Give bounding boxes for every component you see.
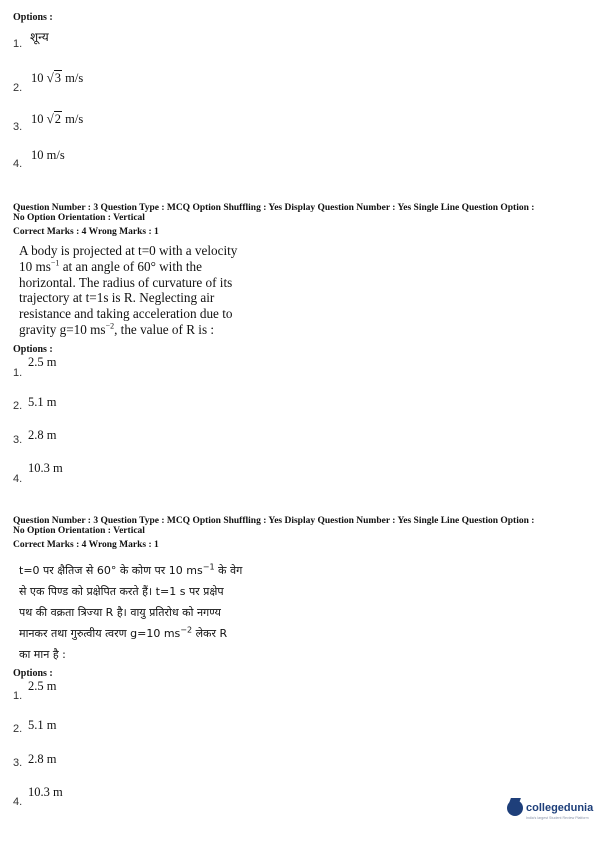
options-label: Options : [13,12,53,23]
question-line: t=0 पर क्षैतिज से 60° के कोण पर 10 $ms^{-1}$ के वेग [19,562,243,577]
option-text: 2.5 m [28,679,57,693]
option-number: 2. [13,82,23,94]
question-orientation: No Option Orientation : Vertical [13,526,145,536]
options-label: Options : [13,668,53,679]
question-line: से एक पिण्ड को प्रक्षेपित करते हैं। t=1 s पर प्रक्षेप [19,585,224,598]
option-text: शून्य [30,30,49,44]
option-number: 4. [13,796,23,808]
logo-text: collegedunia [526,802,594,814]
logo-tagline: India's largest Student Review Platform [526,816,589,820]
option-text: 5.1 m [28,395,57,409]
option-number: 3. [13,757,23,769]
question-meta: Question Number : 3 Question Type : MCQ Option Shuffling : Yes Display Question Number : Yes Single Line Question Option : [13,203,535,213]
unit: m/s [65,112,84,126]
radicand: 3 [54,71,62,85]
unit: m/s [65,71,84,85]
question-line: पथ की वक्रता त्रिज्या R है। वायु प्रतिरोध को नगण्य [19,606,221,619]
question-meta: Question Number : 3 Question Type : MCQ Option Shuffling : Yes Display Question Number : Yes Single Line Question Option : [13,516,535,526]
collegedunia-logo [507,800,593,820]
question-marks: Correct Marks : 4 Wrong Marks : 1 [13,227,159,237]
question-text [19,243,260,338]
option-number: 2. [13,400,23,412]
radicand: 2 [54,112,62,126]
question-line: gravity g=10 $ms^{-2}$, the value of R is : [19,321,215,337]
option-number: 1. [13,38,23,50]
option-text: 10.3 m [28,785,63,799]
question-line: का मान है : [19,648,66,661]
question-line: trajectory at t=1s is R. Neglecting air [19,290,215,306]
option-number: 3. [13,121,23,133]
question-line: resistance and taking acceleration due to [19,306,233,322]
option-number: 3. [13,434,23,446]
option-text: 5.1 m [28,718,57,732]
question-marks: Correct Marks : 4 Wrong Marks : 1 [13,540,159,550]
option-number: 4. [13,158,23,170]
option-text: 2.5 m [28,355,57,369]
option-text: 10.3 m [28,461,63,475]
option-number: 2. [13,723,23,735]
question-line: A body is projected at t=0 with a velocity [19,243,238,258]
option-number: 1. [13,367,23,379]
option-number: 4. [13,473,23,485]
question-text [19,560,269,665]
question-line: मानकर तथा गुरुत्वीय त्वरण g=10 $ms^{-2}$ लेकर R [19,625,228,640]
option-text: 10 m/s [31,148,65,162]
coefficient: 10 [31,112,44,126]
option-number: 1. [13,690,23,702]
options-label: Options : [13,344,53,355]
graduation-cap-icon [507,800,523,816]
question-line: horizontal. The radius of curvature of its [19,274,233,290]
option-text: 2.8 m [28,428,57,442]
option-text: 2.8 m [28,752,57,766]
option-expression [31,70,83,86]
option-expression [31,111,83,127]
sqrt-symbol: √2 [46,111,62,126]
question-orientation: No Option Orientation : Vertical [13,213,145,223]
question-line: 10 $ms^{-1}$ at an angle of 60° with the [19,258,202,274]
sqrt-symbol: √3 [46,70,62,85]
coefficient: 10 [31,71,44,85]
